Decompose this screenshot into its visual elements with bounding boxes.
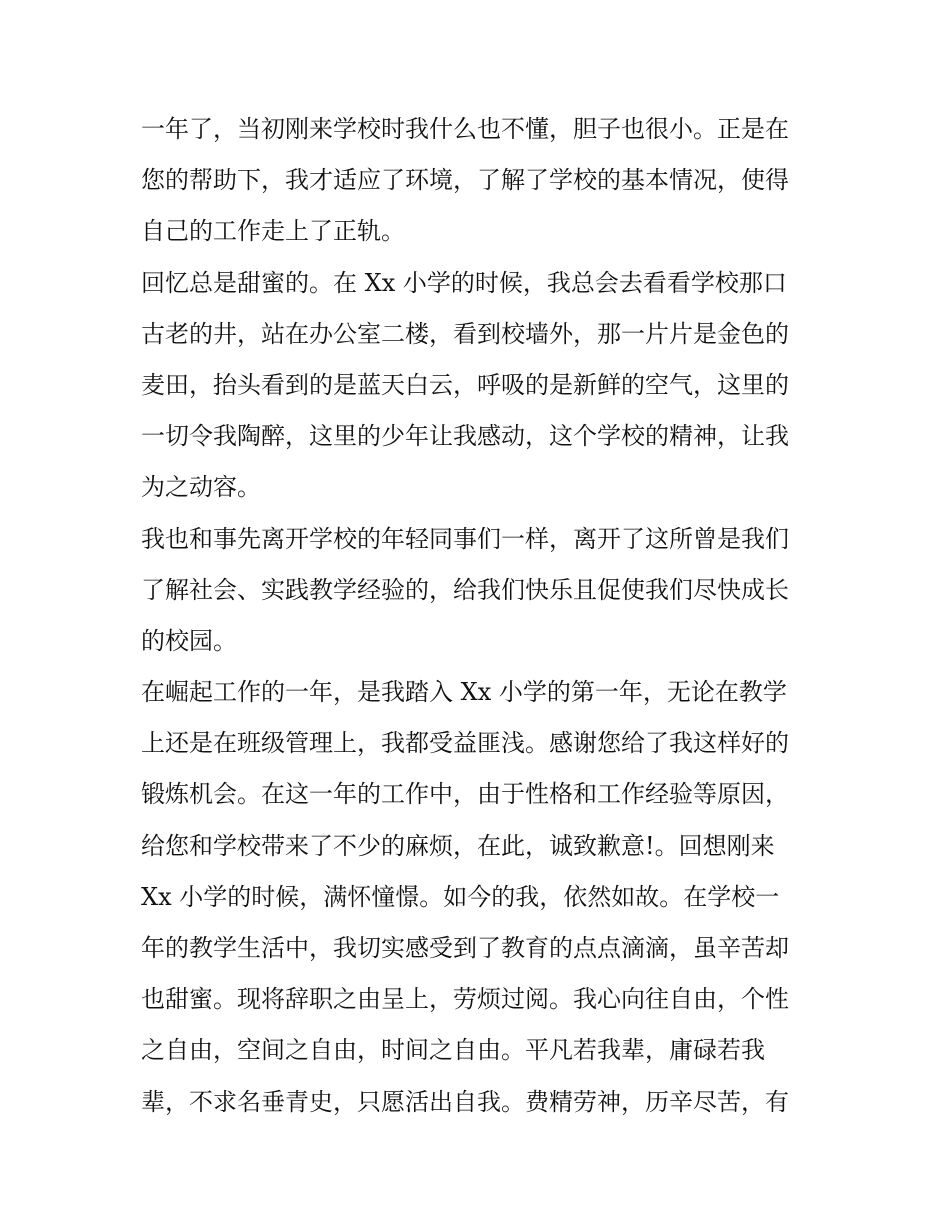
text-line: 麦田，抬头看到的是蓝天白云，呼吸的是新鲜的空气，这里的 (141, 370, 789, 399)
text-line: 之自由，空间之自由，时间之自由。平凡若我辈，庸碌若我 (141, 1036, 765, 1065)
text-line: 一切令我陶醉，这里的少年让我感动，这个学校的精神，让我 (141, 422, 789, 451)
text-line: 年的教学生活中，我切实感受到了教育的点点滴滴，虽辛苦却 (141, 934, 789, 962)
text-line: 我也和事先离开学校的年轻同事们一样，离开了这所曾是我们 (141, 524, 789, 553)
text-line: 锻炼机会。在这一年的工作中，由于性格和工作经验等原因， (141, 780, 789, 809)
text-line: 了解社会、实践教学经验的，给我们快乐且促使我们尽快成长 (141, 575, 789, 604)
document-body (141, 104, 813, 1128)
text-line: Xx 小学的时候，满怀憧憬。如今的我，依然如故。在学校一 (141, 882, 780, 911)
text-line: 回忆总是甜蜜的。在 Xx 小学的时候，我总会去看看学校那口 (141, 268, 787, 297)
text-line: 辈，不求名垂青史，只愿活出自我。费精劳神，历辛尽苦，有 (141, 1087, 789, 1116)
text-line: 一年了，当初刚来学校时我什么也不懂，胆子也很小。正是在 (141, 115, 789, 143)
text-line: 自己的工作走上了正轨。 (141, 217, 405, 246)
text-line: 给您和学校带来了不少的麻烦，在此，诚致歉意!。回想刚来 (141, 831, 775, 860)
text-line: 古老的井，站在办公室二楼，看到校墙外，那一片片是金色的 (141, 319, 789, 348)
text-line: 您的帮助下，我才适应了环境，了解了学校的基本情况，使得 (141, 166, 789, 195)
text-line: 的校园。 (141, 626, 237, 655)
text-line: 在崛起工作的一年，是我踏入 Xx 小学的第一年，无论在教学 (141, 678, 787, 707)
text-line: 为之动容。 (141, 473, 261, 502)
text-line: 上还是在班级管理上，我都受益匪浅。感谢您给了我这样好的 (141, 729, 789, 758)
text-line: 也甜蜜。现将辞职之由呈上，劳烦过阅。我心向往自由，个性 (141, 985, 789, 1014)
